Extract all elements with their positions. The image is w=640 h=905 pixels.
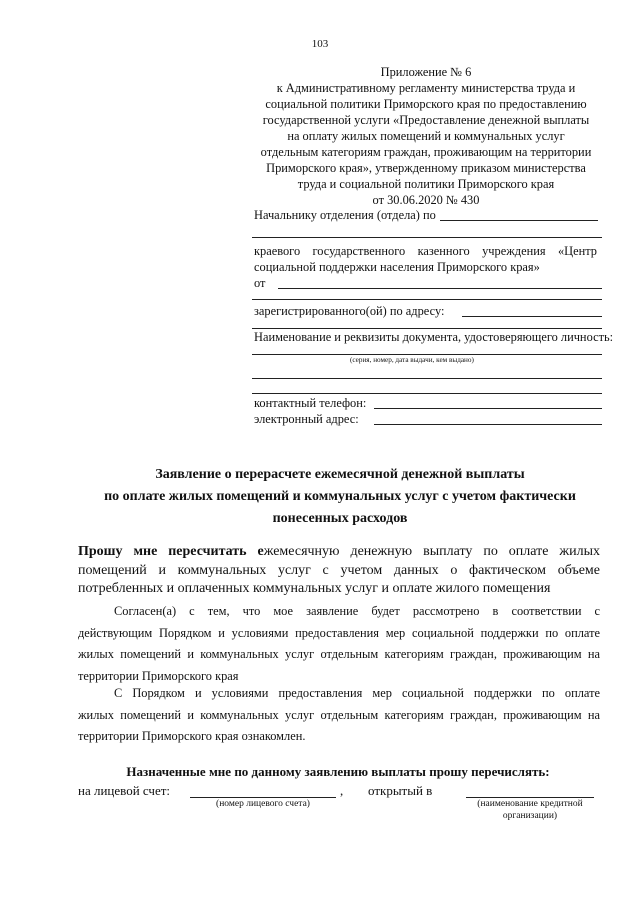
appendix-line: отдельным категориям граждан, проживающим на территории: [260, 145, 592, 159]
registered-address-label: зарегистрированного(ой) по адресу:: [254, 304, 445, 318]
title-line: Заявление о перерасчете ежемесячной денежной выплаты: [155, 467, 525, 482]
head-name-field[interactable]: [252, 237, 602, 238]
consent-line: действующим Порядком и условиями предоставления мер социальной поддержки по оплате: [78, 625, 600, 640]
appendix-line: Приморского края», утвержденному приказом министерства: [266, 161, 586, 175]
phone-label: контактный телефон:: [254, 396, 367, 410]
account-hint: (номер лицевого счета): [216, 799, 310, 809]
applicant-name-field-2[interactable]: [252, 299, 602, 300]
identity-document-field-2[interactable]: [252, 378, 602, 379]
acquainted-line: жилых помещений и коммунальных услуг отдельным категориям граждан, проживающим на: [78, 707, 600, 722]
bank-hint-1: (наименование кредитной: [477, 799, 583, 809]
institution-line-2: социальной поддержки населения Приморского края»: [254, 260, 540, 274]
account-comma: ,: [340, 783, 344, 798]
email-label: электронный адрес:: [254, 412, 359, 426]
consent-paragraph: [78, 601, 600, 687]
request-text: жемесячную денежную выплату по оплате жилых: [263, 544, 600, 559]
acquainted-line: территории Приморского края ознакомлен.: [78, 729, 306, 743]
consent-line: жилых помещений и коммунальных услуг отдельным категориям граждан, проживающим на: [78, 647, 600, 661]
acquainted-line: С Порядком и условиями предоставления мер социальной поддержки по оплате: [114, 686, 600, 700]
identity-document-label: Наименование и реквизиты документа, удостоверяющего личность:: [254, 330, 614, 344]
appendix-line: труда и социальной политики Приморского края: [297, 177, 555, 191]
appendix-title: Приложение № 6: [380, 65, 472, 79]
institution-line-1: краевого государственного казенного учреждения «Центр: [254, 244, 597, 258]
account-number-field[interactable]: [190, 797, 336, 798]
address-field[interactable]: [462, 316, 602, 317]
request-line: потребленных и оплаченных коммунальных услуг и оплате жилого помещения: [78, 581, 551, 596]
head-department-field[interactable]: [440, 220, 598, 221]
appendix-line: на оплату жилых помещений и коммунальных услуг: [287, 129, 565, 143]
title-line: по оплате жилых помещений и коммунальных услуг с учетом фактически: [104, 489, 576, 504]
email-field[interactable]: [374, 424, 602, 425]
acquainted-paragraph: [78, 683, 600, 748]
payment-title: Назначенные мне по данному заявлению выплаты прошу перечислять:: [126, 764, 550, 779]
bank-name-field[interactable]: [466, 797, 594, 798]
appendix-line: социальной политики Приморского края по предоставлению: [265, 97, 587, 111]
appendix-line: от 30.06.2020 № 430: [372, 193, 480, 207]
consent-line: Согласен(а) с тем, что мое заявление будет рассмотрено в соответствии с: [114, 604, 600, 618]
page-number: 103: [311, 38, 329, 50]
appendix-line: государственной услуги «Предоставление денежной выплаты: [262, 113, 590, 127]
from-label: от: [254, 276, 266, 290]
account-label: на лицевой счет:: [78, 783, 171, 798]
identity-document-field-3[interactable]: [252, 393, 602, 394]
title-line: понесенных расходов: [272, 511, 408, 526]
applicant-name-field[interactable]: [278, 288, 602, 289]
bank-hint-2: организации): [502, 811, 558, 821]
request-paragraph: [78, 543, 600, 599]
appendix-line: к Административному регламенту министерства труда и: [276, 81, 576, 95]
phone-field[interactable]: [374, 408, 602, 409]
request-line: помещений и коммунальных услуг с учетом данных о фактическом объеме: [78, 562, 600, 578]
consent-line: территории Приморского края: [78, 668, 239, 683]
application-title: [60, 464, 620, 530]
to-head-label: Начальнику отделения (отдела) по: [254, 208, 436, 222]
appendix-header: [248, 64, 604, 208]
opened-in-label: открытый в: [368, 783, 433, 798]
identity-document-hint: (серия, номер, дата выдачи, кем выдано): [350, 356, 474, 364]
request-bold: Прошу мне пересчитать е: [78, 544, 264, 559]
identity-document-field[interactable]: [252, 354, 602, 355]
